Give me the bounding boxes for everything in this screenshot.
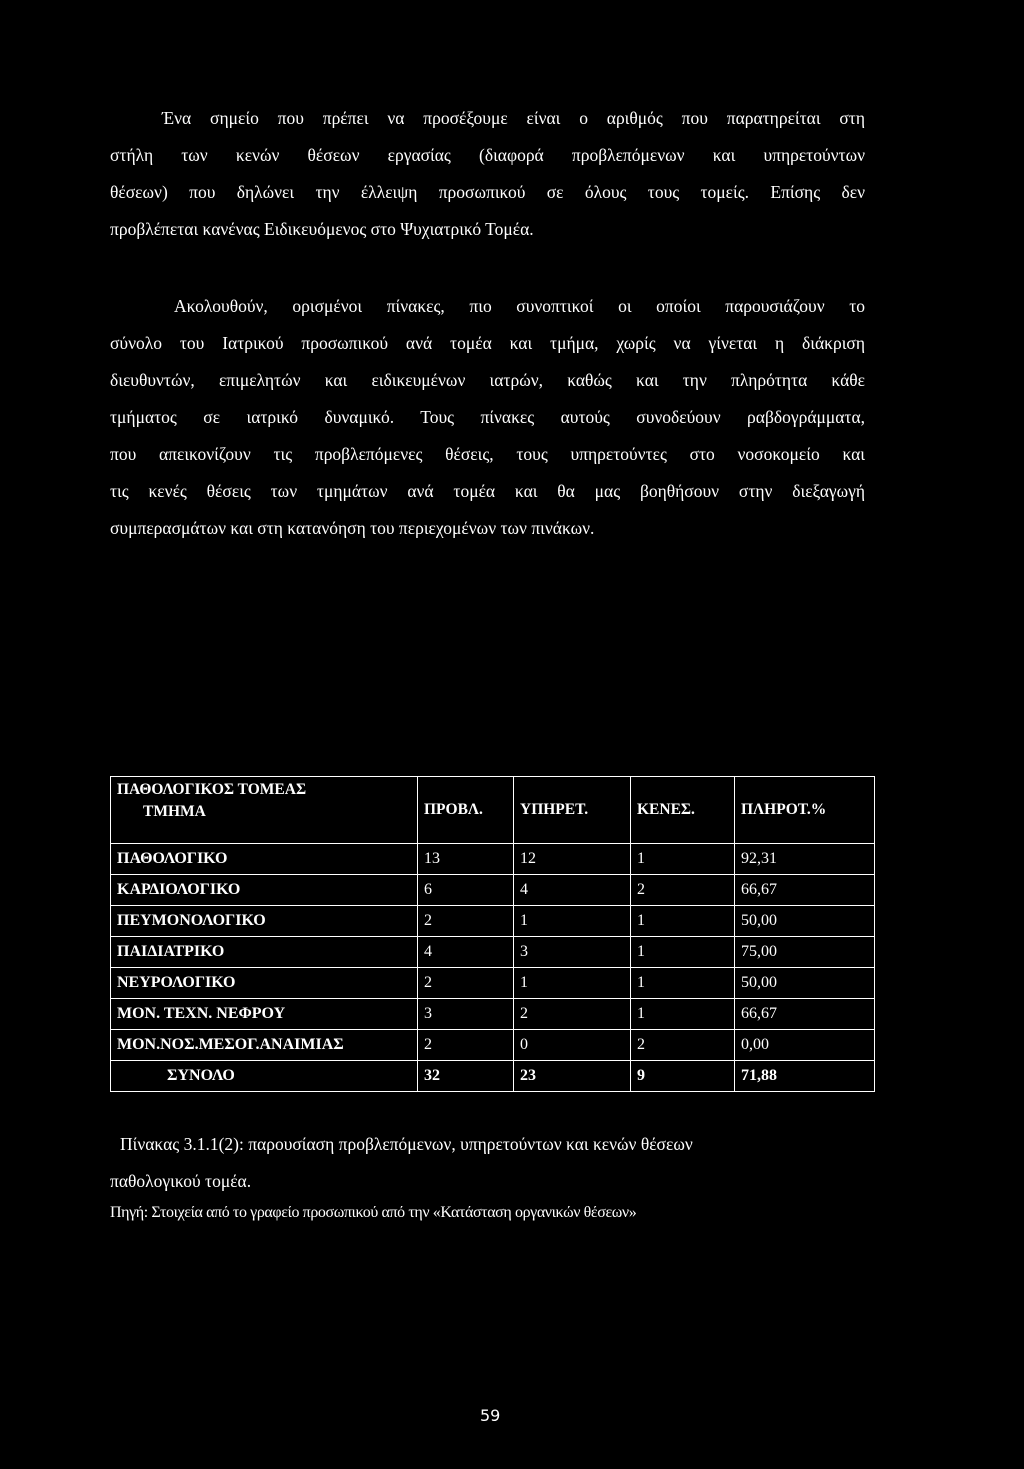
table-row (111, 906, 875, 937)
table-row (111, 937, 875, 968)
planned-cell: 2 (418, 1030, 514, 1061)
total-row (111, 1061, 875, 1092)
paragraph-line: στήλη των κενών θέσεων εργασίας (διαφορά προβλεπόμενων και υπηρετούντων (110, 145, 865, 165)
staff-table (110, 776, 875, 1092)
dept-name: ΠΑΙΔΙΑΤΡΙΚΟ (111, 937, 418, 968)
paragraph-line: συμπερασμάτων και στη κατανόηση του περιεχομένων των πινάκων. (110, 518, 595, 538)
dept-name: ΜΟΝ. ΤΕΧΝ. ΝΕΦΡΟΥ (111, 999, 418, 1030)
header-sector-department (111, 777, 418, 844)
table-row (111, 875, 875, 906)
paragraph-line: διευθυντών, επιμελητών και ειδικευμένων ιατρών, καθώς και την πληρότητα κάθε (110, 370, 865, 390)
fill-cell: 75,00 (735, 937, 875, 968)
table-caption (110, 1126, 870, 1200)
serving-cell: 12 (514, 844, 631, 875)
planned-cell: 2 (418, 968, 514, 999)
header-fill: ΠΛΗΡΟΤ.% (735, 777, 875, 844)
vacant-cell: 1 (631, 999, 735, 1030)
planned-cell: 6 (418, 875, 514, 906)
tables-intro-paragraph (110, 288, 865, 547)
header-sector: ΠΑΘΟΛΟΓΙΚΟΣ ΤΟΜΕΑΣ (117, 781, 307, 798)
total-serving: 23 (514, 1061, 631, 1092)
header-serving: ΥΠΗΡΕΤ. (514, 777, 631, 844)
source-note: Πηγή: Στοιχεία από το γραφείο προσωπικού από την «Κατάσταση οργανικών θέσεων» (110, 1204, 637, 1221)
dept-name: ΚΑΡΔΙΟΛΟΓΙΚΟ (111, 875, 418, 906)
paragraph-line: προβλέπεται κανένας Ειδικευόμενος στο Ψυχιατρικό Τομέα. (110, 219, 534, 239)
paragraph-line: θέσεων) που δηλώνει την έλλειψη προσωπικού σε όλους τους τομείς. Επίσης δεν (110, 182, 865, 202)
serving-cell: 2 (514, 999, 631, 1030)
planned-cell: 3 (418, 999, 514, 1030)
header-department: ΤΜΗΜΑ (143, 803, 206, 820)
planned-cell: 13 (418, 844, 514, 875)
planned-cell: 2 (418, 906, 514, 937)
dept-name: ΝΕΥΡΟΛΟΓΙΚΟ (111, 968, 418, 999)
vacant-cell: 1 (631, 937, 735, 968)
paragraph-line: που απεικονίζουν τις προβλεπόμενες θέσεις, τους υπηρετούντες στο νοσοκομείο και (110, 444, 865, 464)
dept-name: ΠΑΘΟΛΟΓΙΚΟ (111, 844, 418, 875)
paragraph-line: Ένα σημείο που πρέπει να προσέξουμε είναι ο αριθμός που παρατηρείται στη (162, 108, 865, 128)
table-row (111, 999, 875, 1030)
dept-name: ΠΕΥΜΟΝΟΛΟΓΙΚΟ (111, 906, 418, 937)
total-planned: 32 (418, 1061, 514, 1092)
serving-cell: 1 (514, 968, 631, 999)
header-vacant: ΚΕΝΕΣ. (631, 777, 735, 844)
dept-name: ΜΟΝ.ΝΟΣ.ΜΕΣΟΓ.ΑΝΑΙΜΙΑΣ (111, 1030, 418, 1061)
fill-cell: 92,31 (735, 844, 875, 875)
intro-paragraph (110, 100, 865, 248)
total-label: ΣΥΝΟΛΟ (111, 1061, 418, 1092)
caption-line: Πίνακας 3.1.1(2): παρουσίαση προβλεπόμενων, υπηρετούντων και κενών θέσεων (120, 1134, 693, 1154)
paragraph-line: σύνολο του Ιατρικού προσωπικού ανά τομέα και τμήμα, χωρίς να γίνεται η διάκριση (110, 333, 865, 353)
vacant-cell: 1 (631, 906, 735, 937)
fill-cell: 66,67 (735, 999, 875, 1030)
paragraph-line: Ακολουθούν, ορισμένοι πίνακες, πιο συνοπτικοί οι οποίοι παρουσιάζουν το (174, 296, 865, 316)
total-vacant: 9 (631, 1061, 735, 1092)
table-row (111, 1030, 875, 1061)
fill-cell: 50,00 (735, 968, 875, 999)
vacant-cell: 1 (631, 968, 735, 999)
serving-cell: 4 (514, 875, 631, 906)
vacant-cell: 2 (631, 875, 735, 906)
planned-cell: 4 (418, 937, 514, 968)
serving-cell: 1 (514, 906, 631, 937)
table-row (111, 844, 875, 875)
paragraph-line: τμήματος σε ιατρικό δυναμικό. Τους πίνακες αυτούς συνοδεύουν ραβδογράμματα, (110, 407, 865, 427)
table-row (111, 968, 875, 999)
vacant-cell: 2 (631, 1030, 735, 1061)
vacant-cell: 1 (631, 844, 735, 875)
fill-cell: 66,67 (735, 875, 875, 906)
total-fill: 71,88 (735, 1061, 875, 1092)
serving-cell: 3 (514, 937, 631, 968)
fill-cell: 50,00 (735, 906, 875, 937)
caption-line: παθολογικού τομέα. (110, 1171, 252, 1191)
header-planned: ΠΡΟΒΛ. (418, 777, 514, 844)
fill-cell: 0,00 (735, 1030, 875, 1061)
serving-cell: 0 (514, 1030, 631, 1061)
paragraph-line: τις κενές θέσεις των τμημάτων ανά τομέα και θα μας βοηθήσουν στην διεξαγωγή (110, 481, 865, 501)
page-number: 59 (480, 1406, 501, 1425)
